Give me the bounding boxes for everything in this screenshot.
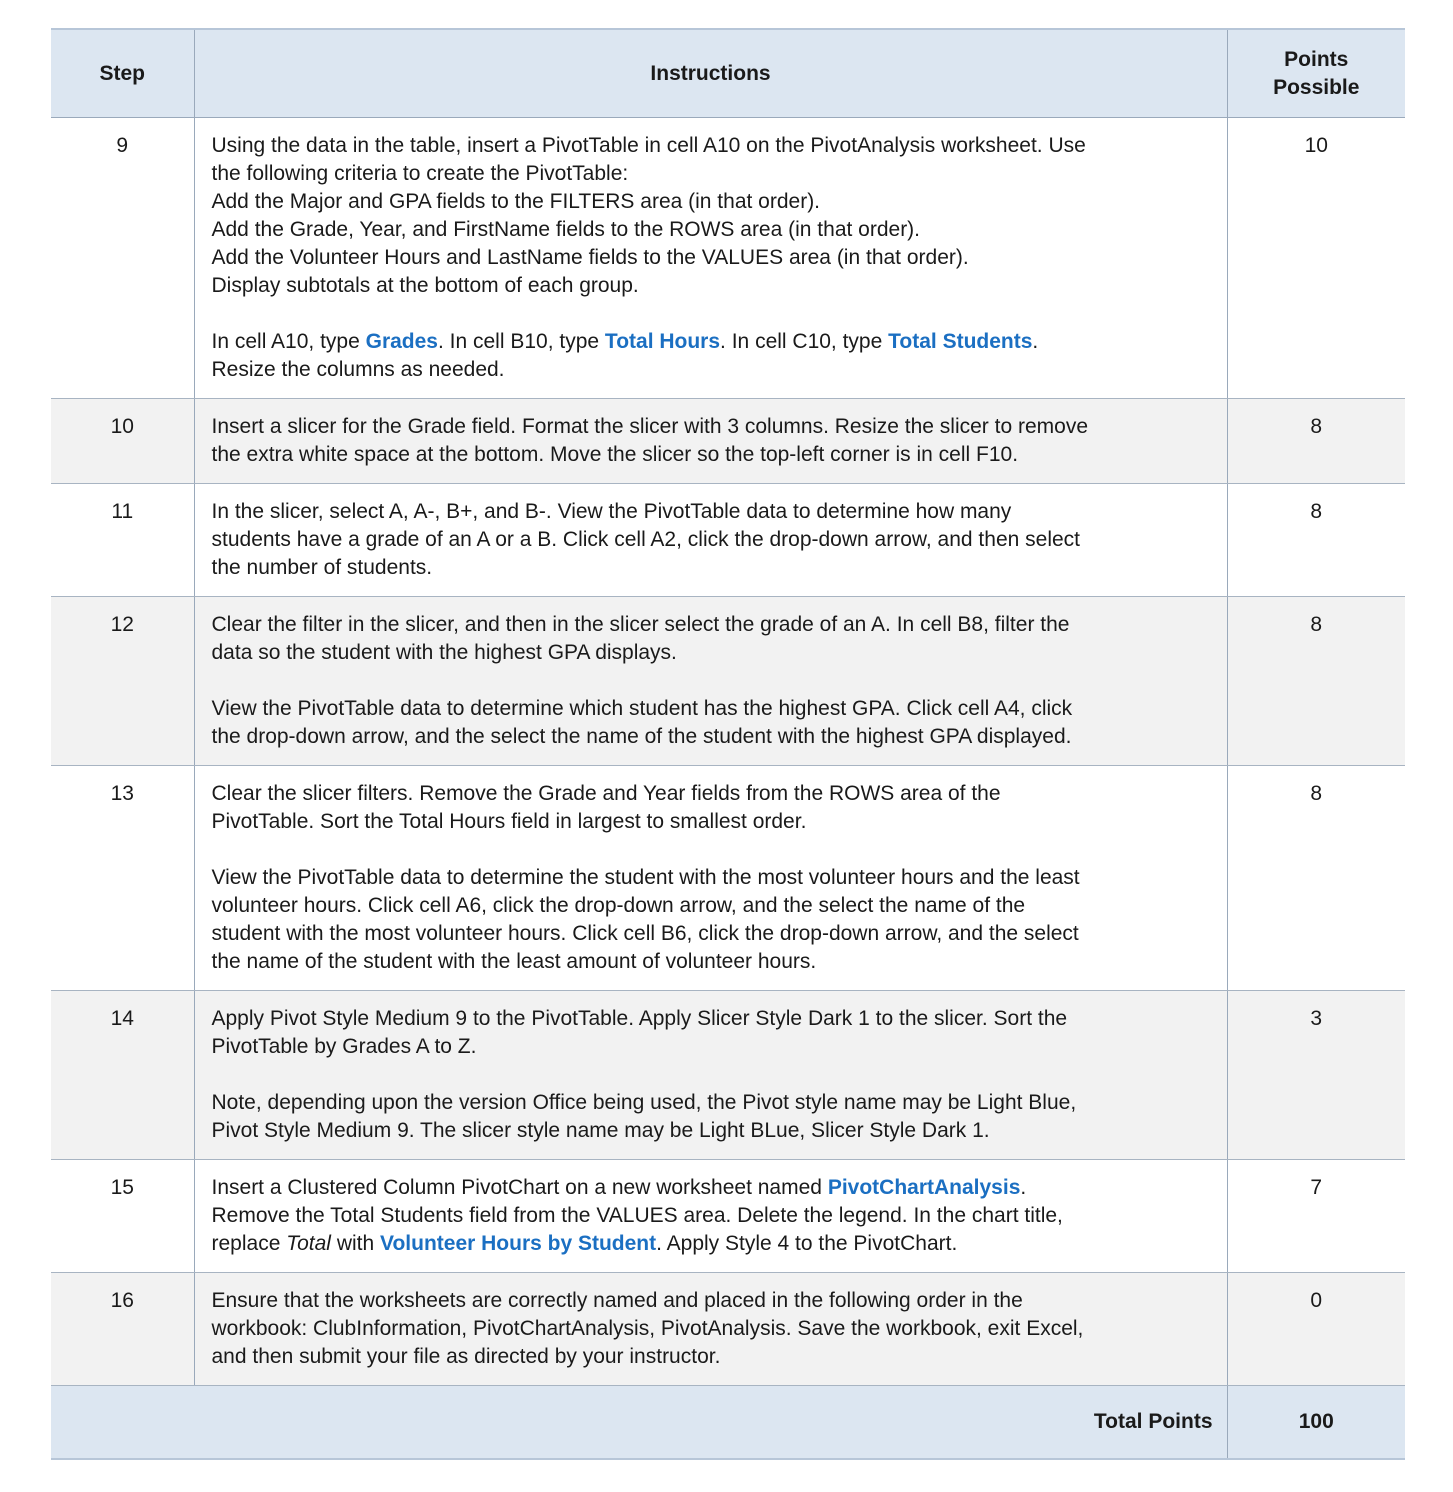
points-value: 8: [1227, 766, 1405, 991]
instruction-paragraph: [212, 132, 1215, 300]
instruction-text: . Apply Style 4 to the PivotChart.: [656, 1232, 958, 1255]
instruction-line: Add the Major and GPA fields to the FILTERS area (in that order).: [211, 190, 821, 213]
instruction-line: Apply Pivot Style Medium 9 to the PivotTable. Apply Slicer Style Dark 1 to the slicer. Sort the: [211, 1007, 1068, 1030]
instruction-paragraph: [212, 695, 1215, 751]
instruction-line: Pivot Style Medium 9. The slicer style name may be Light BLue, Slicer Style Dark 1.: [211, 1119, 990, 1142]
points-value: 8: [1227, 484, 1405, 597]
instruction-paragraph: [212, 328, 1215, 384]
points-column-header: [1227, 29, 1405, 118]
table-row: [51, 399, 1405, 484]
points-value: 8: [1227, 399, 1405, 484]
instruction-paragraph: [212, 1287, 1215, 1371]
step-number: 12: [51, 597, 194, 766]
instruction-line: Display subtotals at the bottom of each group.: [211, 274, 639, 297]
highlight-text: Volunteer Hours by Student: [380, 1232, 657, 1255]
step-number: 11: [51, 484, 194, 597]
rubric-table: [51, 28, 1405, 1460]
instruction-line: students have a grade of an A or a B. Click cell A2, click the drop-down arrow, and then select: [211, 528, 1080, 551]
instruction-text: .: [1032, 330, 1039, 353]
instruction-line: and then submit your file as directed by your instructor.: [211, 1345, 721, 1368]
points-header-line-2: Possible: [1273, 75, 1360, 99]
step-number: 16: [51, 1273, 194, 1386]
instruction-line: Remove the Total Students field from the VALUES area. Delete the legend. In the chart title,: [211, 1204, 1063, 1227]
instruction-line: View the PivotTable data to determine which student has the highest GPA. Click cell A4, click: [211, 697, 1073, 720]
instruction-line: View the PivotTable data to determine the student with the most volunteer hours and the least: [211, 866, 1080, 889]
instructions-column-header: Instructions: [194, 29, 1227, 118]
instruction-line: Insert a slicer for the Grade field. Format the slicer with 3 columns. Resize the slicer to remove: [211, 415, 1088, 438]
table-row: [51, 484, 1405, 597]
instruction-paragraph: [212, 1174, 1215, 1258]
step-number: 13: [51, 766, 194, 991]
points-value: 3: [1227, 991, 1405, 1160]
instruction-line: volunteer hours. Click cell A6, click the drop-down arrow, and the select the name of the: [211, 894, 1026, 917]
instruction-line: PivotTable by Grades A to Z.: [211, 1035, 477, 1058]
instruction-text: . In cell B10, type: [437, 330, 605, 353]
instruction-paragraph: [212, 611, 1215, 667]
instruction-text: with: [330, 1232, 380, 1255]
instruction-text: In cell A10, type: [211, 330, 366, 353]
instructions-cell: [194, 399, 1227, 484]
instructions-cell: [194, 766, 1227, 991]
points-value: 0: [1227, 1273, 1405, 1386]
points-value: 8: [1227, 597, 1405, 766]
instruction-line: student with the most volunteer hours. Click cell B6, click the drop-down arrow, and the select: [211, 922, 1079, 945]
instruction-paragraph: [212, 1005, 1215, 1061]
instruction-text: Insert a Clustered Column PivotChart on a new worksheet named: [211, 1176, 828, 1199]
instructions-cell: [194, 991, 1227, 1160]
instruction-line: Note, depending upon the version Office being used, the Pivot style name may be Light Blue,: [211, 1091, 1077, 1114]
instruction-paragraph: [212, 413, 1215, 469]
instructions-cell: [194, 484, 1227, 597]
instruction-line: the number of students.: [211, 556, 433, 579]
instruction-text: replace: [211, 1232, 287, 1255]
table-row: [51, 991, 1405, 1160]
step-number: 9: [51, 118, 194, 399]
table-row: [51, 1160, 1405, 1273]
instructions-cell: [194, 118, 1227, 399]
instruction-line: In the slicer, select A, A-, B+, and B-. View the PivotTable data to determine how many: [211, 500, 1012, 523]
instruction-line: Using the data in the table, insert a PivotTable in cell A10 on the PivotAnalysis worksheet. Use: [211, 134, 1086, 157]
highlight-text: Grades: [365, 330, 438, 353]
highlight-text: PivotChartAnalysis: [827, 1176, 1021, 1199]
instruction-line: Resize the columns as needed.: [211, 358, 505, 381]
step-number: 10: [51, 399, 194, 484]
instruction-line: workbook: ClubInformation, PivotChartAnalysis, PivotAnalysis. Save the workbook, exit Excel,: [211, 1317, 1084, 1340]
instruction-paragraph: [212, 1089, 1215, 1145]
italic-text: Total: [286, 1232, 331, 1255]
table-row: [51, 597, 1405, 766]
instructions-cell: [194, 1273, 1227, 1386]
grading-rubric: [51, 28, 1405, 1460]
instruction-line: Add the Grade, Year, and FirstName fields to the ROWS area (in that order).: [211, 218, 921, 241]
instruction-line: the following criteria to create the PivotTable:: [211, 162, 629, 185]
instructions-cell: [194, 597, 1227, 766]
instruction-line: the name of the student with the least amount of volunteer hours.: [211, 950, 817, 973]
instruction-paragraph: [212, 780, 1215, 836]
instruction-line: Clear the slicer filters. Remove the Grade and Year fields from the ROWS area of the: [211, 782, 1001, 805]
instruction-line: PivotTable. Sort the Total Hours field in largest to smallest order.: [211, 810, 807, 833]
points-value: 7: [1227, 1160, 1405, 1273]
instruction-line: Ensure that the worksheets are correctly named and placed in the following order in the: [211, 1289, 1023, 1312]
table-row: [51, 766, 1405, 991]
step-column-header: Step: [51, 29, 194, 118]
points-value: 10: [1227, 118, 1405, 399]
table-row: [51, 118, 1405, 399]
highlight-text: Total Hours: [604, 330, 721, 353]
instruction-line: Clear the filter in the slicer, and then in the slicer select the grade of an A. In cell B8, filter the: [211, 613, 1070, 636]
instruction-text: . In cell C10, type: [720, 330, 889, 353]
step-number: 14: [51, 991, 194, 1160]
header-row: [51, 29, 1405, 118]
instruction-line: data so the student with the highest GPA displays.: [211, 641, 677, 664]
total-points-value: 100: [1227, 1386, 1405, 1460]
instruction-line: the drop-down arrow, and the select the name of the student with the highest GPA displayed.: [211, 725, 1072, 748]
total-row: [51, 1386, 1405, 1460]
table-row: [51, 1273, 1405, 1386]
instruction-line: the extra white space at the bottom. Move the slicer so the top-left corner is in cell F10.: [211, 443, 1019, 466]
total-points-label: Total Points: [51, 1386, 1227, 1460]
instructions-cell: [194, 1160, 1227, 1273]
instruction-text: .: [1020, 1176, 1027, 1199]
points-header-line-1: Points: [1284, 47, 1349, 71]
instruction-line: Add the Volunteer Hours and LastName fields to the VALUES area (in that order).: [211, 246, 969, 269]
instruction-paragraph: [212, 864, 1215, 976]
highlight-text: Total Students: [888, 330, 1033, 353]
instruction-paragraph: [212, 498, 1215, 582]
step-number: 15: [51, 1160, 194, 1273]
